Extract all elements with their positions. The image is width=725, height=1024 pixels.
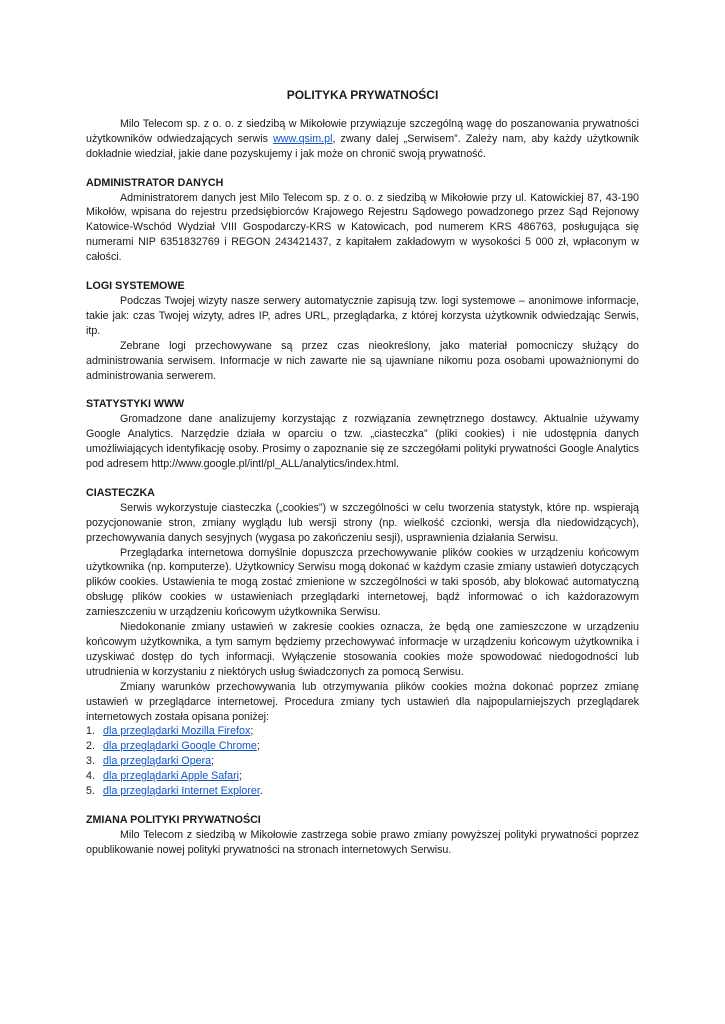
chrome-link[interactable]: dla przeglądarki Google Chrome (103, 740, 257, 753)
list-number: 4. (86, 770, 95, 783)
page-title: POLITYKA PRYWATNOŚCI (286, 88, 439, 102)
list-punct: . (259, 785, 263, 798)
intro-text-after-link: , zwany dalej „Serwisem”. Zależy nam, aby każdy użytkownik dokładnie wiedział, jakie dane pozyskujemy i jak może on chronić swoją prywatność. (86, 132, 639, 160)
list-punct: ; (211, 755, 215, 768)
document-page (86, 88, 639, 858)
safari-link[interactable]: dla przeglądarki Apple Safari (103, 770, 240, 783)
stats-heading: STATYSTYKI WWW (86, 398, 185, 411)
list-number: 2. (86, 740, 95, 753)
list-punct: ; (250, 725, 254, 738)
list-number: 5. (86, 785, 95, 798)
internet-explorer-link[interactable]: dla przeglądarki Internet Explorer (103, 785, 260, 798)
admin-paragraph: Administratorem danych jest Milo Telecom sp. z o. o. z siedzibą w Mikołowie przy ul. Katowickiej 87, 43-190 Mikołów, wpisana do rejestru przedsiębiorców Krajowego Rejestru Sądowego powadzonego przez Sąd Rejonowy Katowice-Wschód Wydział VIII Gospodarczy-KRS w Katowicach, pod numerem KRS 486763, posługująca się numerami NIP 6351832769 i REGON 243421437, z kapitałem zakładowym w wysokości 5 000 zł, wpłaconym w całości. (86, 191, 639, 264)
list-item (86, 784, 639, 799)
cookies-paragraph-3: Niedokonanie zmiany ustawień w zakresie cookies oznacza, że będą one zamieszczone w urządzeniu końcowym użytkownika, a tym samym będziemy przechowywać informacje w urządzeniu końcowym użytkownika i uzyskiwać dostęp do tych informacji. Wyłączenie stosowania cookies może spowodować niedogodności lub utrudnienia w korzystaniu z niektórych usług świadczonych za pomocą Serwisu. (86, 621, 639, 678)
change-paragraph: Milo Telecom z siedzibą w Mikołowie zastrzega sobie prawo zmiany powyższej polityki prywatności poprzez opublikowanie nowej polityki prywatności na stronach internetowych Serwisu. (86, 828, 639, 856)
list-item (86, 769, 639, 784)
admin-heading: ADMINISTRATOR DANYCH (86, 176, 224, 189)
intro-paragraph (86, 117, 639, 162)
list-item (86, 739, 639, 754)
list-punct: ; (256, 740, 260, 753)
logs-paragraph-1: Podczas Twojej wizyty nasze serwery automatycznie zapisują tzw. logi systemowe – anonimowe informacje, takie jak: czas Twojej wizyty, adres IP, adres URL, przeglądarka, z której korzysta użytkownik odwiedzając Serwis, itp. (86, 294, 639, 337)
firefox-link[interactable]: dla przeglądarki Mozilla Firefox (103, 725, 251, 738)
cookies-heading: CIASTECZKA (86, 486, 155, 499)
cookies-paragraph-1: Serwis wykorzystuje ciasteczka („cookies”) w szczególności w celu tworzenia statystyk, które np. wspierają pozycjonowanie stron, zmiany wyglądu lub wersji strony (np. wielkość czcionki, wersja dla niedowidzących), przechowywania danych sesyjnych (wygasa po zakończeniu sesji), usprawnienia działania Serwisu. (86, 501, 639, 544)
intro-text-before-link: Milo Telecom sp. z o. o. z siedzibą w Mikołowie przywiązuje szczególną wagę do poszanowania prywatności użytkowników odwiedzających serwis (86, 117, 639, 145)
logs-paragraph-2: Zebrane logi przechowywane są przez czas nieokreślony, jako materiał pomocniczy służący do administrowania serwisem. Informacje w nich zawarte nie są ujawniane nikomu poza osobami upoważnionymi do administrowania serwerem. (86, 339, 639, 382)
list-item (86, 754, 639, 769)
list-number: 1. (86, 725, 95, 738)
list-item (86, 724, 639, 739)
cookies-paragraph-2: Przeglądarka internetowa domyślnie dopuszcza przechowywanie plików cookies w urządzeniu końcowym użytkownika (np. komputerze). Użytkownicy Serwisu mogą dokonać w każdym czasie zmiany ustawień dotyczących plików cookies. Ustawienia te mogą zostać zmienione w szczególności w taki sposób, aby blokować automatyczną obsługę plików cookies w ustawieniach przeglądarki internetowej, bądź informować o ich każdorazowym zamieszczeniu w urządzeniu końcowym użytkownika Serwisu. (86, 546, 639, 619)
website-link[interactable]: www.qsim.pl (273, 132, 333, 145)
list-number: 3. (86, 755, 95, 768)
opera-link[interactable]: dla przeglądarki Opera (103, 755, 212, 768)
logs-heading: LOGI SYSTEMOWE (86, 280, 185, 293)
cookies-paragraph-4: Zmiany warunków przechowywania lub otrzymywania plików cookies można dokonać poprzez zmianę ustawień w przeglądarce internetowej. Procedura zmiany tych ustawień dla najpopularniejszych przeglądarek internetowych została opisana poniżej: (86, 680, 639, 723)
stats-paragraph: Gromadzone dane analizujemy korzystając z rozwiązania zewnętrznego dostawcy. Aktualnie używamy Google Analytics. Narzędzie działa w oparciu o tzw. „ciasteczka” (pliki cookies) i nie udostępnia danych umożliwiających identyfikację osoby. Prosimy o zapoznanie się ze szczegółami polityki prywatności Google Analytics pod adresem http://www.google.pl/intl/pl_ALL/analytics/index.html. (86, 413, 639, 471)
list-punct: ; (239, 770, 243, 783)
change-heading: ZMIANA POLITYKI PRYWATNOŚCI (86, 813, 261, 826)
browser-list (86, 724, 639, 799)
